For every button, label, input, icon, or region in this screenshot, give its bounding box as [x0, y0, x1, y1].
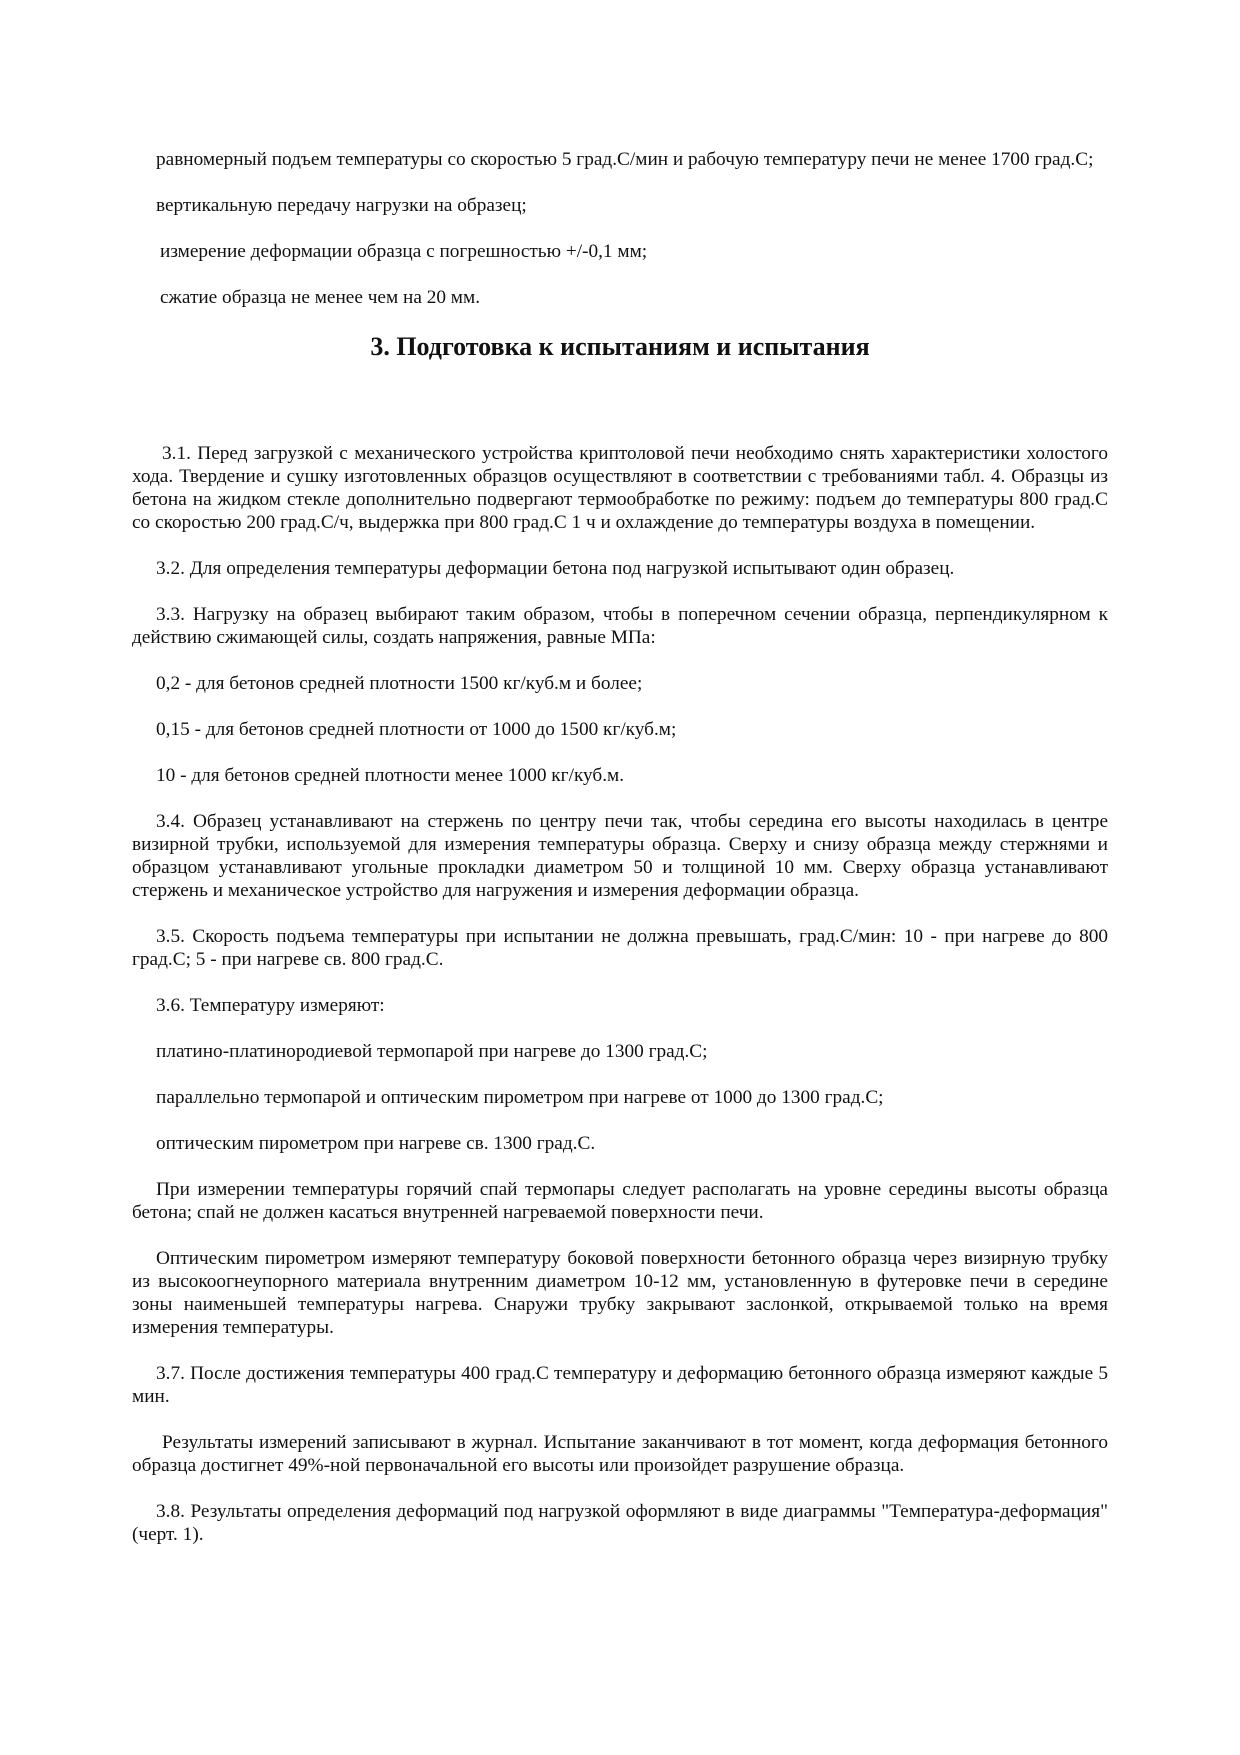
paragraph-3-3-item-b: 0,15 - для бетонов средней плотности от 1000 до 1500 кг/куб.м; — [156, 719, 677, 740]
intro-item-heating-rate: равномерный подъем температуры со скоростью 5 град.С/мин и рабочую температуру печи не менее 1700 град.С; — [156, 149, 1094, 170]
paragraph-3-4: 3.4. Образец устанавливают на стержень по центру печи так, чтобы середина его высоты находилась в центре визирной трубки, используемой для измерения температуры образца. Сверху и снизу образца между стержнями и образцом устанавливают угольные прокладки диаметром 50 и толщиной 10 мм. Сверху образца устанавливают стержень и механическое устройство для нагружения и измерения деформации образца. — [132, 811, 1108, 901]
paragraph-3-6-item-c: оптическим пирометром при нагреве св. 1300 град.С. — [156, 1133, 596, 1154]
paragraph-3-1: 3.1. Перед загрузкой с механического устройства криптоловой печи необходимо снять характеристики холостого хода. Твердение и сушку изготовленных образцов осуществляют в соответствии с требованиями табл. 4. Образцы из бетона на жидком стекле дополнительно подвергают термообработке по режиму: подъем до температуры 800 град.С со скоростью 200 град.С/ч, выдержка при 800 град.С 1 ч и охлаждение до температуры воздуха в помещении. — [132, 443, 1108, 533]
paragraph-3-6-pyrometer: Оптическим пирометром измеряют температуру боковой поверхности бетонного образца через визирную трубку из высокоогнеупорного материала внутренним диаметром 10-12 мм, установленную в футеровке печи в середине зоны наименьшей температуры нагрева. Снаружи трубку закрывают заслонкой, открываемой только на время измерения температуры. — [132, 1248, 1108, 1338]
intro-item-compression: сжатие образца не менее чем на 20 мм. — [160, 287, 481, 308]
paragraph-3-6: 3.6. Температуру измеряют: — [156, 995, 385, 1016]
paragraph-3-8: 3.8. Результаты определения деформаций под нагрузкой оформляют в виде диаграммы "Температура-деформация" (черт. 1). — [132, 1501, 1108, 1545]
paragraph-3-7-results: Результаты измерений записывают в журнал. Испытание заканчивают в тот момент, когда деформация бетонного образца достигнет 49%-ной первоначальной его высоты или произойдет разрушение образца. — [132, 1432, 1108, 1476]
paragraph-3-3-item-c: 10 - для бетонов средней плотности менее 1000 кг/куб.м. — [156, 765, 625, 786]
paragraph-3-6-thermocouple: При измерении температуры горячий спай термопары следует располагать на уровне середины высоты образца бетона; спай не должен касаться внутренней нагреваемой поверхности печи. — [132, 1179, 1108, 1223]
intro-item-vertical-load: вертикальную передачу нагрузки на образец; — [156, 195, 527, 216]
intro-item-deformation-measurement: измерение деформации образца с погрешностью +/-0,1 мм; — [160, 241, 648, 262]
paragraph-3-7: 3.7. После достижения температуры 400 град.С температуру и деформацию бетонного образца измеряют каждые 5 мин. — [132, 1363, 1108, 1407]
section-title: 3. Подготовка к испытаниям и испытания — [370, 332, 870, 361]
paragraph-3-2: 3.2. Для определения температуры деформации бетона под нагрузкой испытывают один образец. — [156, 558, 955, 579]
paragraph-3-6-item-b: параллельно термопарой и оптическим пирометром при нагреве от 1000 до 1300 град.С; — [156, 1087, 884, 1108]
paragraph-3-3: 3.3. Нагрузку на образец выбирают таким образом, чтобы в поперечном сечении образца, перпендикулярном к действию сжимающей силы, создать напряжения, равные МПа: — [132, 604, 1108, 648]
document-page — [132, 148, 1108, 1546]
paragraph-3-6-item-a: платино-платинородиевой термопарой при нагреве до 1300 град.С; — [156, 1041, 708, 1062]
paragraph-3-3-item-a: 0,2 - для бетонов средней плотности 1500 кг/куб.м и более; — [156, 673, 643, 694]
paragraph-3-5: 3.5. Скорость подъема температуры при испытании не должна превышать, град.С/мин: 10 - при нагреве до 800 град.С; 5 - при нагреве св. 800 град.С. — [132, 926, 1108, 970]
